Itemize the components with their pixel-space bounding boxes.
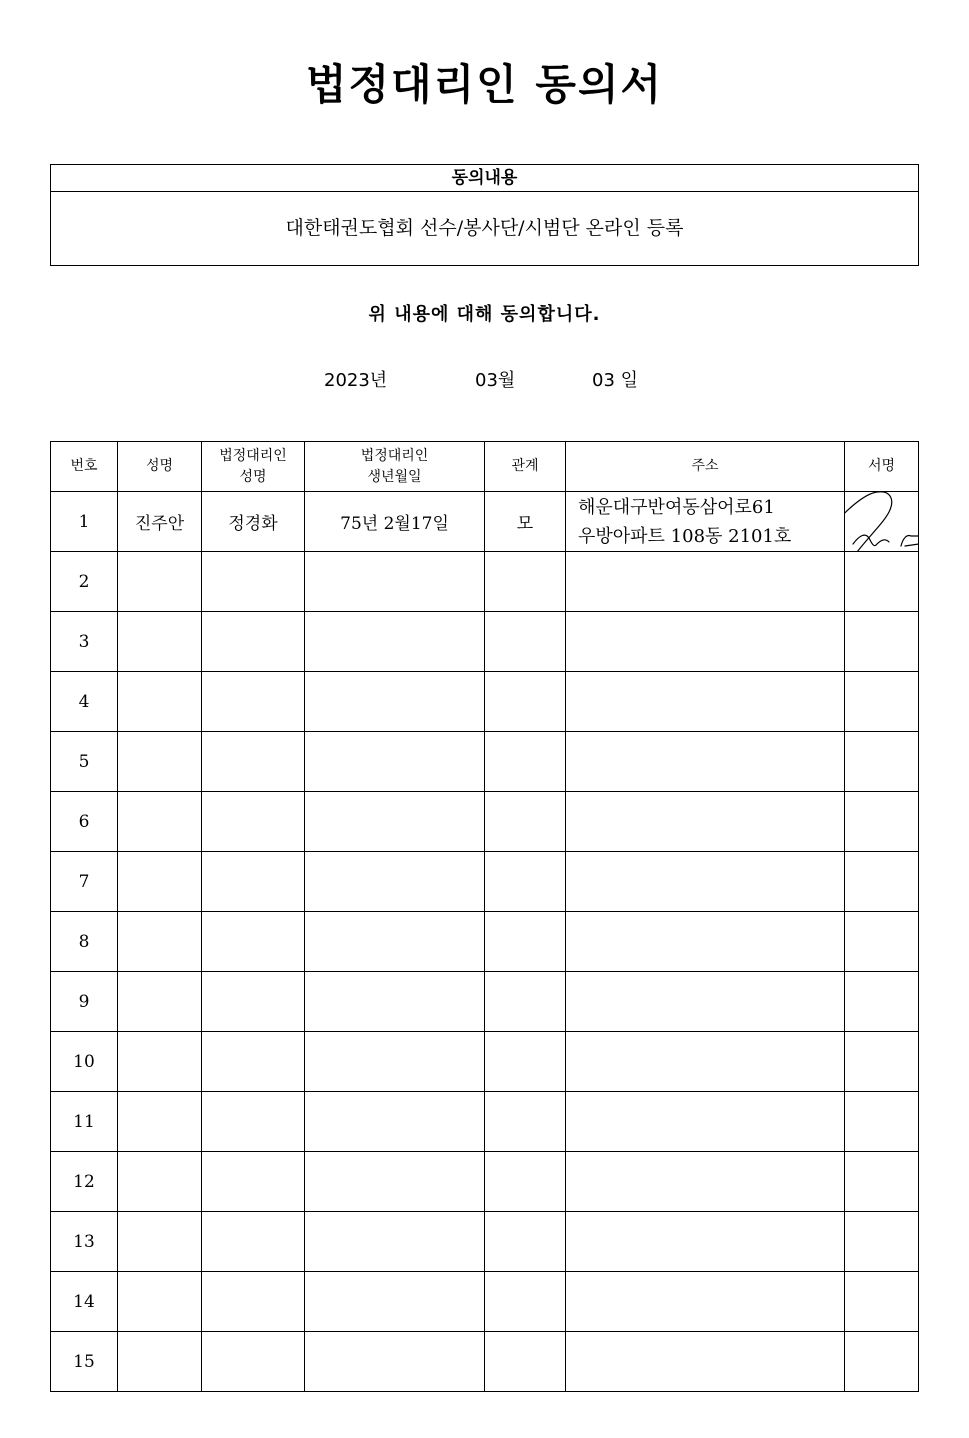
date-year: 2023년 bbox=[324, 370, 388, 391]
row-number: 9 bbox=[51, 972, 118, 1032]
table-row bbox=[51, 612, 919, 672]
row-address-line2: 우방아파트 108동 2101호 bbox=[578, 525, 792, 547]
row-number: 15 bbox=[51, 1332, 118, 1392]
header-guardian-birth bbox=[305, 442, 485, 492]
header-relation: 관계 bbox=[485, 442, 566, 492]
header-guardian-name-line1: 법정대리인 bbox=[219, 447, 287, 464]
table-row bbox=[51, 852, 919, 912]
table-row bbox=[51, 552, 919, 612]
row-guardian-birth: 75년 2월17일 bbox=[305, 492, 485, 552]
table-row bbox=[51, 1332, 919, 1392]
row-number: 5 bbox=[51, 732, 118, 792]
row-address-line1: 해운대구반여동삼어로61 bbox=[578, 496, 775, 518]
guardian-table bbox=[50, 441, 919, 1392]
row-number: 11 bbox=[51, 1092, 118, 1152]
date-month: 03월 bbox=[475, 370, 516, 391]
table-row bbox=[51, 1212, 919, 1272]
page-title: 법정대리인 동의서 bbox=[305, 60, 664, 109]
row-number: 14 bbox=[51, 1272, 118, 1332]
header-address: 주소 bbox=[566, 442, 845, 492]
table-row bbox=[51, 1092, 919, 1152]
row-number: 7 bbox=[51, 852, 118, 912]
table-header-row bbox=[51, 442, 919, 492]
row-number: 10 bbox=[51, 1032, 118, 1092]
header-guardian-name bbox=[202, 442, 305, 492]
date-day: 03 일 bbox=[592, 370, 639, 391]
consent-box bbox=[50, 164, 919, 266]
table-row bbox=[51, 672, 919, 732]
table-row bbox=[51, 492, 919, 552]
row-name: 진주안 bbox=[118, 492, 202, 552]
row-number: 6 bbox=[51, 792, 118, 852]
row-relation: 모 bbox=[485, 492, 566, 552]
table-row bbox=[51, 1152, 919, 1212]
header-signature: 서명 bbox=[845, 442, 919, 492]
row-signature bbox=[845, 492, 919, 552]
header-guardian-birth-line2: 생년월일 bbox=[367, 468, 422, 485]
table-row bbox=[51, 912, 919, 972]
consent-body: 대한태권도협회 선수/봉사단/시범단 온라인 등록 bbox=[285, 217, 684, 239]
table-row bbox=[51, 792, 919, 852]
agree-statement: 위 내용에 대해 동의합니다. bbox=[368, 304, 601, 325]
header-name: 성명 bbox=[118, 442, 202, 492]
row-number: 12 bbox=[51, 1152, 118, 1212]
header-guardian-birth-line1: 법정대리인 bbox=[360, 447, 429, 464]
header-no: 번호 bbox=[51, 442, 118, 492]
handwritten-signature bbox=[845, 492, 919, 552]
row-number: 1 bbox=[51, 492, 118, 552]
row-number: 4 bbox=[51, 672, 118, 732]
consent-header: 동의내용 bbox=[51, 165, 918, 192]
row-guardian-name: 정경화 bbox=[202, 492, 305, 552]
row-address bbox=[566, 492, 845, 552]
table-row bbox=[51, 1032, 919, 1092]
table-row bbox=[51, 732, 919, 792]
row-number: 8 bbox=[51, 912, 118, 972]
row-number: 2 bbox=[51, 552, 118, 612]
row-number: 3 bbox=[51, 612, 118, 672]
header-guardian-name-line2: 성명 bbox=[239, 468, 267, 485]
row-number: 13 bbox=[51, 1212, 118, 1272]
table-row bbox=[51, 972, 919, 1032]
table-row bbox=[51, 1272, 919, 1332]
